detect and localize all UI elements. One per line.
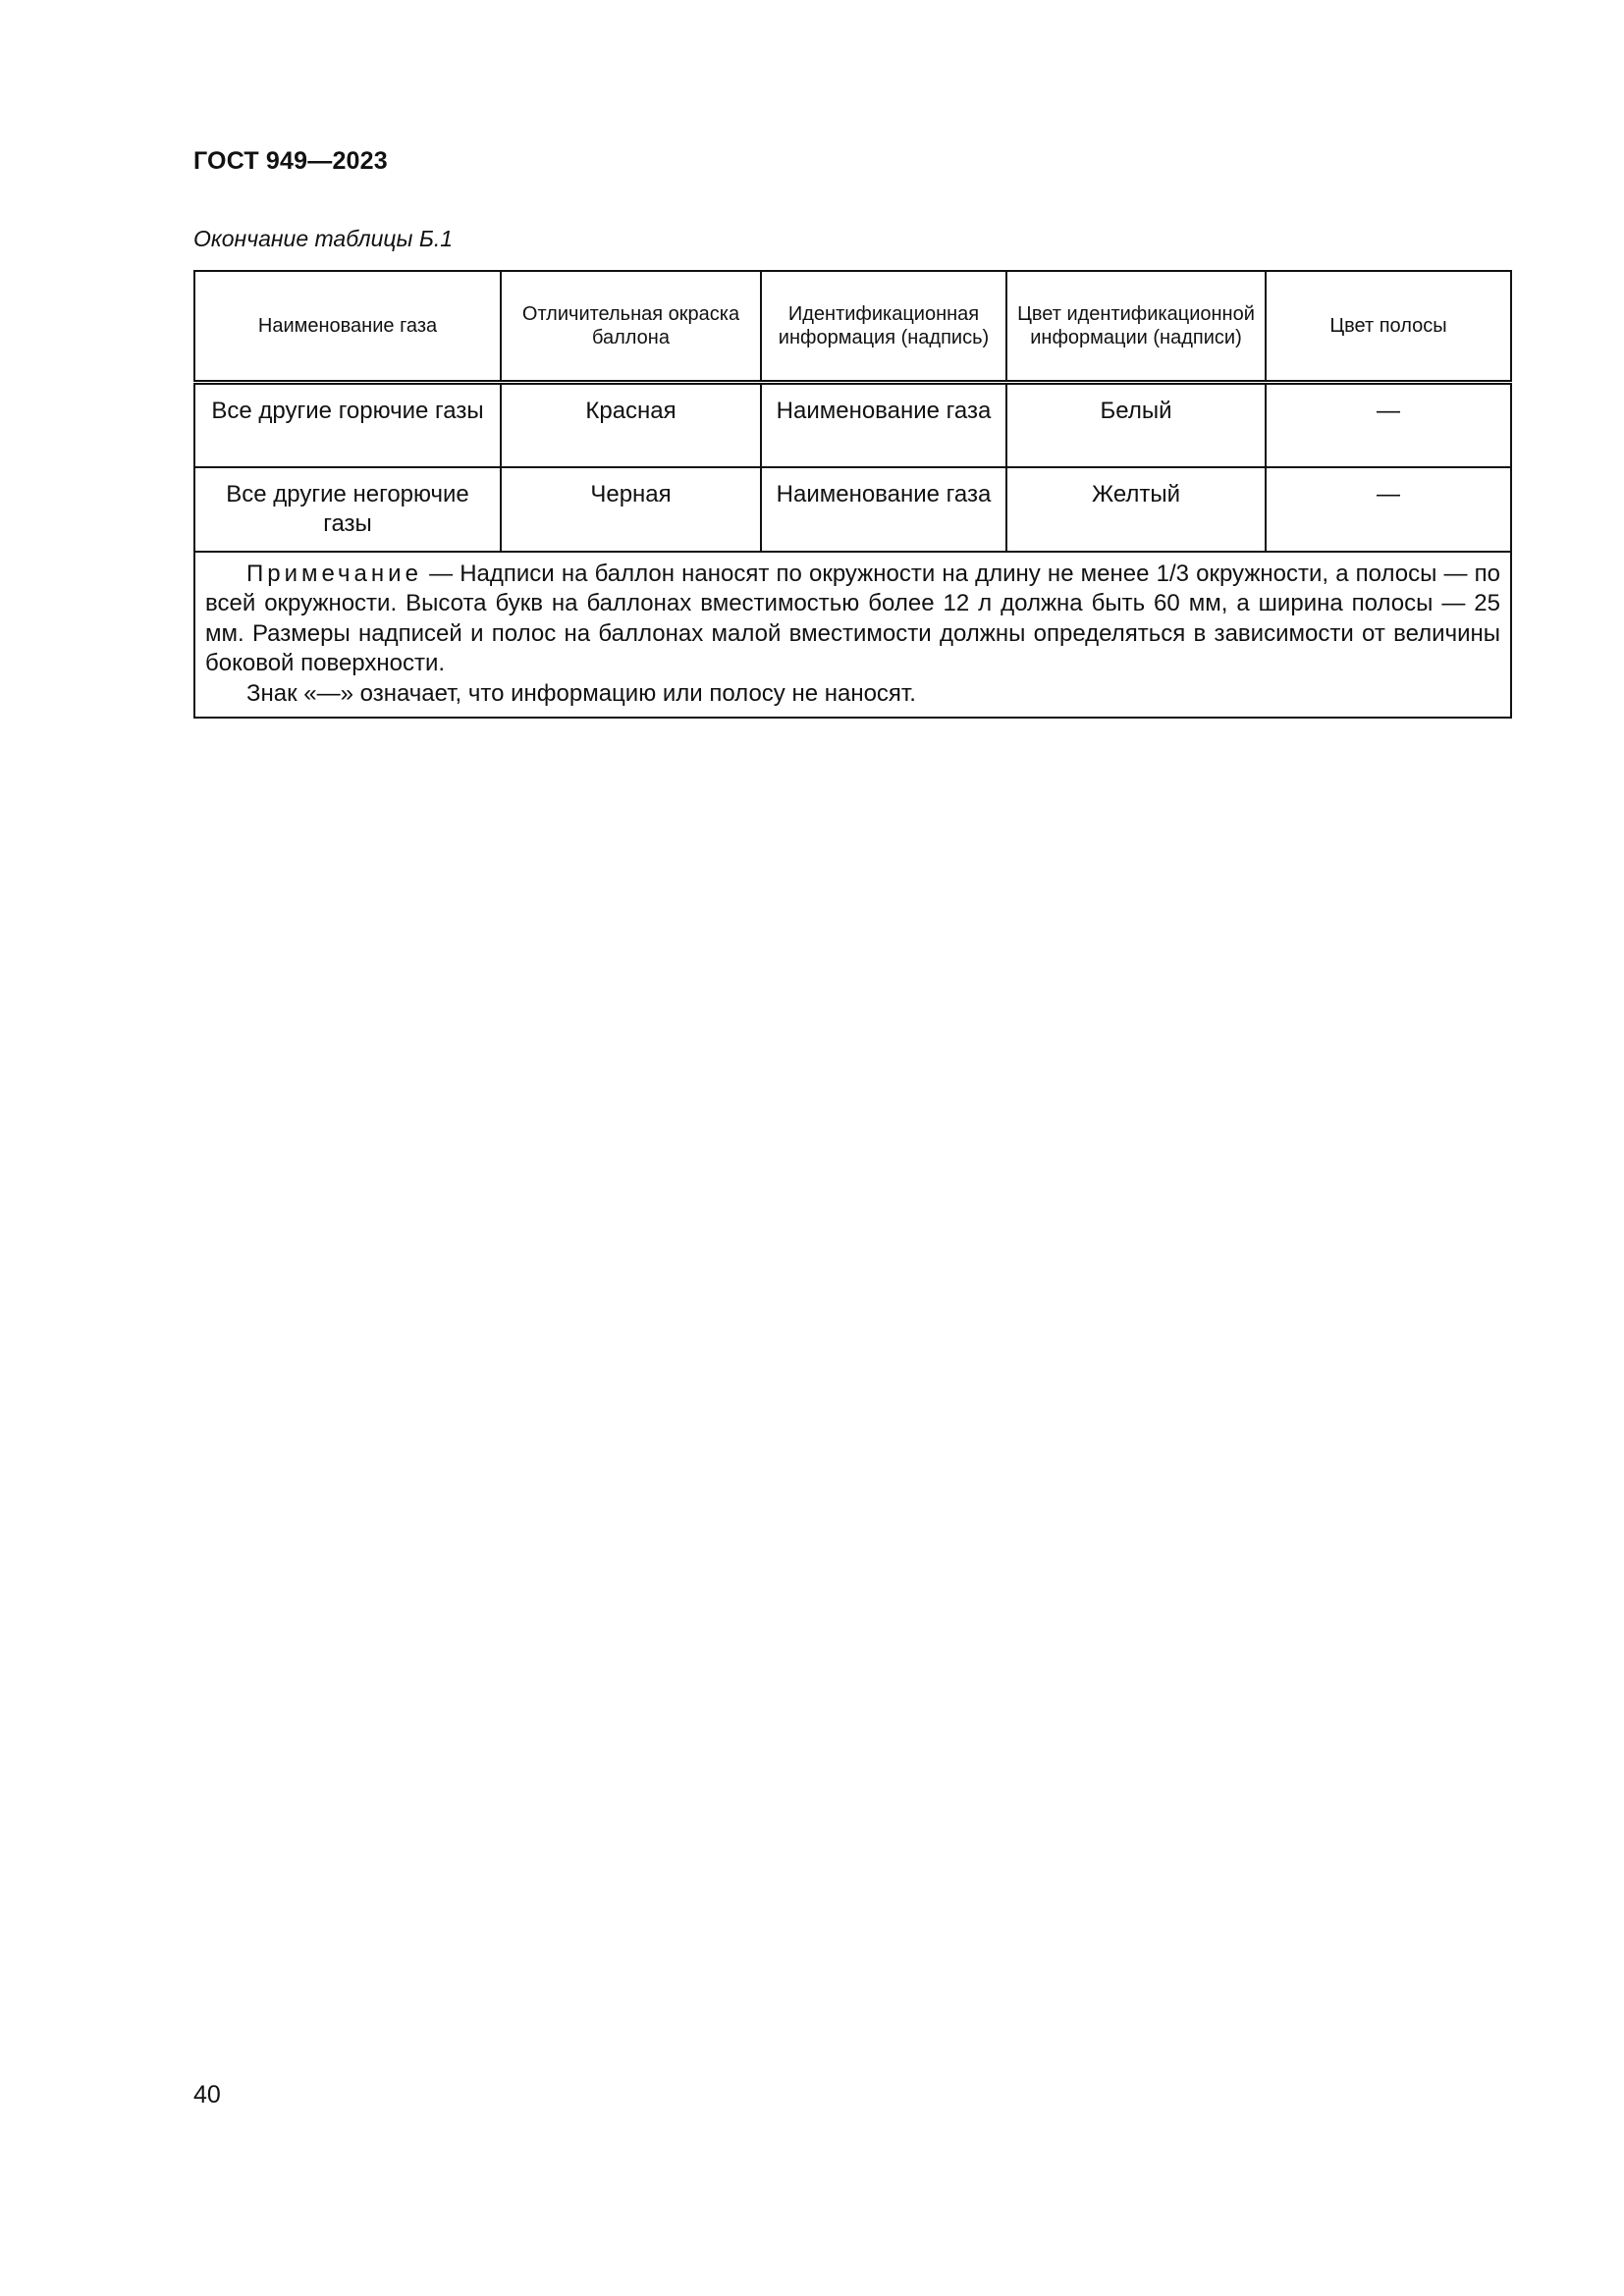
cell-gas-name: Все другие негорючие газы xyxy=(194,467,501,552)
table-header-row xyxy=(194,271,1511,383)
page-number: 40 xyxy=(193,2081,221,2109)
table-note-row xyxy=(194,552,1511,719)
note-label: Примечание xyxy=(246,560,422,587)
cell-stripe-color: — xyxy=(1266,467,1511,552)
column-header-gas-name: Наименование газа xyxy=(194,271,501,383)
cell-identification-color: Желтый xyxy=(1006,467,1266,552)
cell-identification-color: Белый xyxy=(1006,383,1266,467)
table-row xyxy=(194,467,1511,552)
cell-gas-name: Все другие горючие газы xyxy=(194,383,501,467)
cell-cylinder-color: Черная xyxy=(501,467,761,552)
note-paragraph xyxy=(205,560,1500,679)
table-row xyxy=(194,383,1511,467)
column-header-cylinder-color: Отличительная окраска баллона xyxy=(501,271,761,383)
cell-identification: Наименование газа xyxy=(761,467,1006,552)
column-header-identification: Идентификационная информация (надпись) xyxy=(761,271,1006,383)
cell-stripe-color: — xyxy=(1266,383,1511,467)
gas-table xyxy=(193,270,1512,719)
document-header: ГОСТ 949—2023 xyxy=(193,147,388,175)
note-text: — Надписи на баллон наносят по окружности на длину не менее 1/3 окружности, а полосы — по всей окружности. Высота букв на баллонах вместимостью более 12 л должна быть 60 мм, а ширина полосы — 25 мм. Размеры надписей и полос на баллонах малой вместимости должны определяться в зависимости от величины боковой поверхности. xyxy=(205,560,1500,676)
note-dash-explanation: Знак «—» означает, что информацию или полосу не наносят. xyxy=(246,679,916,707)
cell-cylinder-color: Красная xyxy=(501,383,761,467)
column-header-stripe-color: Цвет полосы xyxy=(1266,271,1511,383)
column-header-identification-color: Цвет идентификационной информации (надписи) xyxy=(1006,271,1266,383)
table-caption: Окончание таблицы Б.1 xyxy=(193,226,454,251)
table-note xyxy=(194,552,1511,719)
cell-identification: Наименование газа xyxy=(761,383,1006,467)
